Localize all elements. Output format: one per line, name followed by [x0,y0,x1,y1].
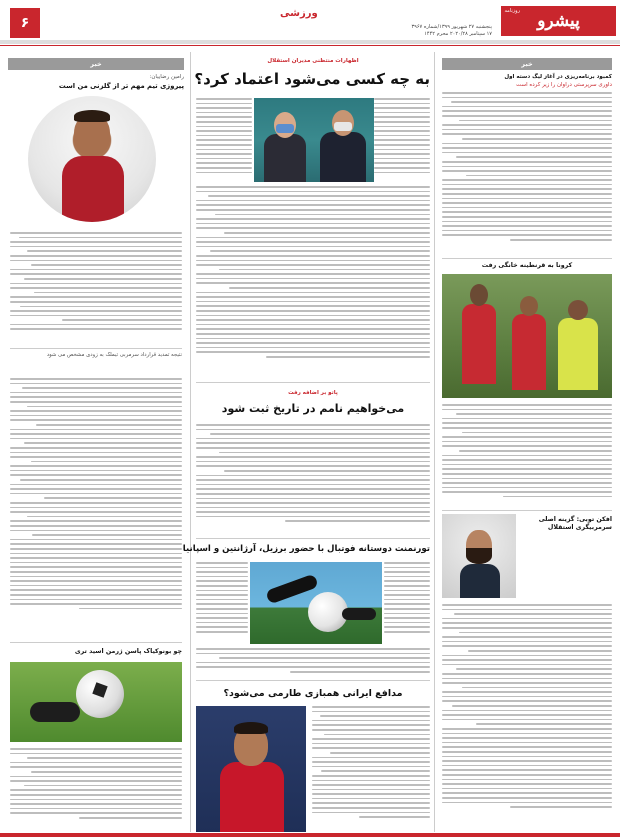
story1-headline: به چه کسی می‌شود اعتماد کرد؟ [194,70,430,88]
official-1-mask [276,124,294,133]
left-divider-2 [10,642,182,643]
story1-body-side2 [196,98,252,182]
player-head-1 [470,284,488,306]
cleat [30,702,80,722]
officials-photo [254,98,374,182]
date-persian: پنجشنبه ۲۷ شهریور ۱۳۹۹/شماره ۳۹۶۷ [411,24,492,30]
right-item3-title: افکن توبی: گزینه اصلی سرمربیگری استقلال [538,516,612,531]
boot-right [342,608,376,620]
story4-body [312,706,430,832]
footer-bar [0,833,620,837]
section-title: ورزشی [280,8,318,19]
story3-headline: تورنمنت دوستانه فوتبال با حضور برزیل، آرژانتین و اسپانیا [182,544,430,554]
left-item1-body [10,232,182,344]
date-line [411,24,492,38]
left-column-rule [190,52,191,832]
right-item1-title: کمبود برنامه‌ریزی در آغاز لیگ دسته اول [504,74,612,80]
player-head-3 [568,300,588,320]
right-item3-body [442,604,612,832]
logo-text: پیشرو [537,11,580,31]
logo-sub: روزنامه [504,8,520,14]
official-2-suit [320,132,366,182]
red-shirt [220,762,284,832]
left-column-label: خبر [8,58,184,70]
date-gregorian: ۱۷ سپتامبر ۲۰۲۰/۲۸ محرم ۱۴۴۲ [424,31,492,37]
story1-body-side [374,98,430,182]
player-head-2 [520,296,538,316]
header-divider [0,40,620,44]
player-yellow-vest [558,318,598,390]
story1-kicker: اظهارات منتظنی مدیران استقلال [267,58,359,64]
right-item1-body [442,92,612,254]
player-red-2 [512,314,546,390]
story2-body [196,424,430,532]
left-item1-title: پیروزی تیم مهم تر از گلزنی من است [58,82,184,90]
left-item3-title: چو بونوکیاک پاسن ژرمن اسید تری [74,648,182,655]
left-item2-kicker: نتیجه تمدید قرارداد سرمربی تیملک به زودی مشخص می شود [46,352,182,358]
player-hair [74,110,110,122]
main-divider-1 [196,382,430,383]
coach-jacket [460,564,500,598]
right-item1-sub: داوری سرپرستی دراوان را زیر کرده است [516,82,612,88]
story4-headline: مدافع ایرانی همبازی طارمی می‌شود؟ [223,688,403,699]
official-2-mask [334,122,352,131]
left-item3-body [10,748,182,832]
right-item2-title: کرونا به قرنطینه خانگی رفت [481,262,573,269]
right-divider-2 [442,510,612,511]
official-1-suit [264,134,306,182]
story2-headline: می‌خواهیم نامم در تاریخ ثبت شود [221,402,405,415]
coach-photo [442,514,516,598]
right-column-label: خبر [442,58,612,70]
main-divider-2 [196,538,430,539]
page-number: ۶ [10,8,40,38]
football-action-photo [250,562,382,644]
main-divider-3 [196,680,430,681]
story2-kicker: پاتو بر اضافه رفت [288,390,338,396]
left-divider-1 [10,348,182,349]
soccer-ball-photo [10,662,182,742]
right-column-rule [434,52,435,832]
taremi-photo [196,706,306,832]
story3-body [196,648,430,676]
quarantine-team-photo [442,274,612,398]
player-red-1 [462,304,496,384]
left-item2-body [10,378,182,636]
coach-beard [466,548,492,564]
story3-body-left [196,562,248,644]
story1-body [196,186,430,376]
right-divider-1 [442,258,612,259]
red-jersey [62,156,124,222]
right-item2-body [442,404,612,506]
player-photo-rezaeian [28,96,156,222]
player-hair-2 [234,722,268,734]
story3-body-right [384,562,430,644]
left-item1-kicker: رامین رضاییان: [149,74,184,80]
